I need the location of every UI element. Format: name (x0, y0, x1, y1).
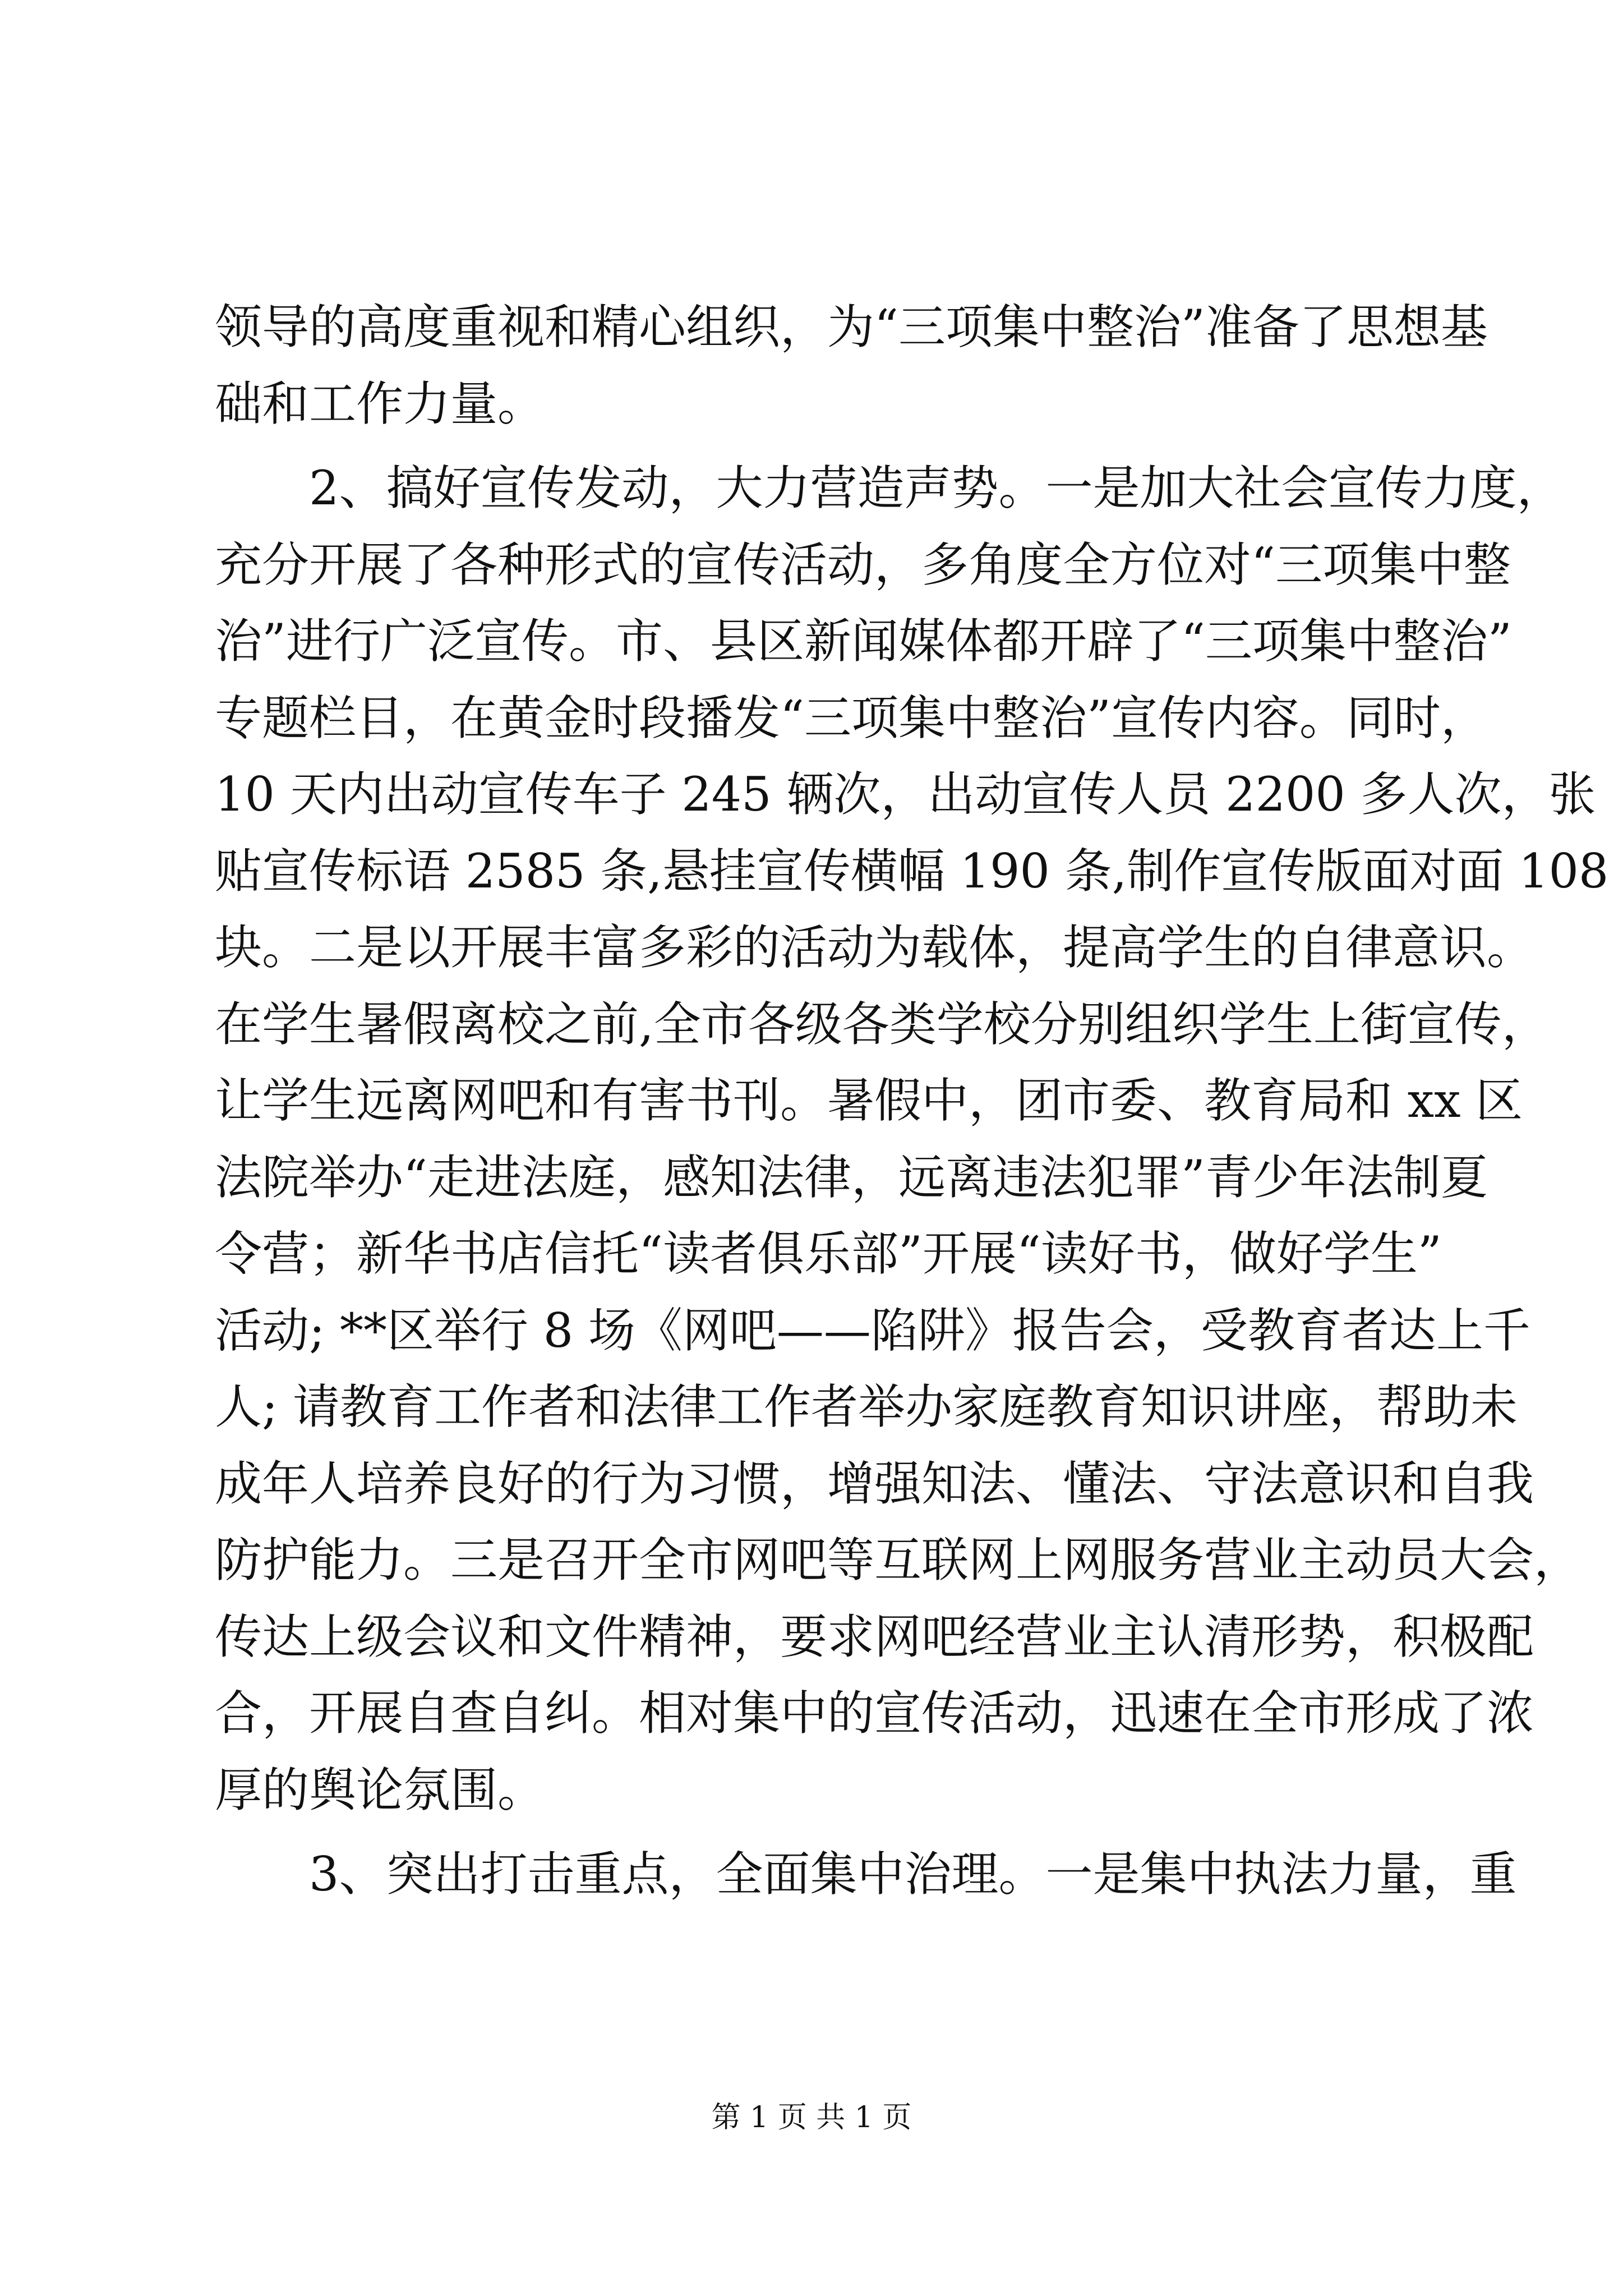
text-line: 合，开展自查自纠。相对集中的宣传活动，迅速在全市形成了浓 (215, 1686, 1534, 1741)
paragraph-enforcement (215, 1836, 1517, 1913)
text-line: 在学生暑假离校之前,全市各级各类学校分别组织学生上街宣传， (215, 996, 1549, 1052)
paragraph-continued (215, 289, 1488, 442)
text-line: 人; 请教育工作者和法律工作者举办家庭教育知识讲座，帮助未 (215, 1379, 1518, 1434)
text-line: 块。二是以开展丰富多彩的活动为载体，提高学生的自律意识。 (215, 920, 1534, 975)
page-number-label: 第 1 页 共 1 页 (711, 2101, 912, 2134)
document-body (215, 289, 1609, 1913)
text-line: 成年人培养良好的行为习惯，增强知法、懂法、守法意识和自我 (215, 1456, 1534, 1511)
text-line: 充分开展了各种形式的宣传活动，多角度全方位对“三项集中整 (215, 537, 1511, 592)
text-line: 领导的高度重视和精心组织，为“三项集中整治”准备了思想基 (215, 300, 1488, 355)
text-line: 治”进行广泛宣传。市、县区新闻媒体都开辟了“三项集中整治” (215, 614, 1512, 669)
text-line: 活动; **区举行 8 场《网吧——陷阱》报告会，受教育者达上千 (215, 1303, 1530, 1358)
text-line: 3、突出打击重点，全面集中治理。一是集中执法力量，重 (309, 1847, 1517, 1902)
text-line: 防护能力。三是召开全市网吧等互联网上网服务营业主动员大会， (215, 1533, 1581, 1588)
text-line: 厚的舆论氛围。 (215, 1762, 545, 1818)
text-line: 法院举办“走进法庭，感知法律，远离违法犯罪”青少年法制夏 (215, 1149, 1488, 1205)
text-line: 础和工作力量。 (215, 376, 545, 431)
text-line: 专题栏目，在黄金时段播发“三项集中整治”宣传内容。同时， (215, 690, 1488, 746)
text-line: 让学生远离网吧和有害书刊。暑假中，团市委、教育局和 xx 区 (215, 1073, 1523, 1128)
text-line: 2、搞好宣传发动，大力营造声势。一是加大社会宣传力度， (309, 461, 1564, 516)
text-line: 10 天内出动宣传车子 245 辆次，出动宣传人员 2200 多人次，张 (215, 767, 1596, 822)
text-line: 令营；新华书店信托“读者俱乐部”开展“读好书，做好学生” (215, 1226, 1442, 1281)
text-line: 贴宣传标语 2585 条,悬挂宣传横幅 190 条,制作宣传版面对面 108 (215, 843, 1609, 899)
paragraph-publicity (215, 450, 1609, 1828)
text-line: 传达上级会议和文件精神，要求网吧经营业主认清形势，积极配 (215, 1609, 1534, 1664)
page-footer (0, 2098, 1623, 2137)
